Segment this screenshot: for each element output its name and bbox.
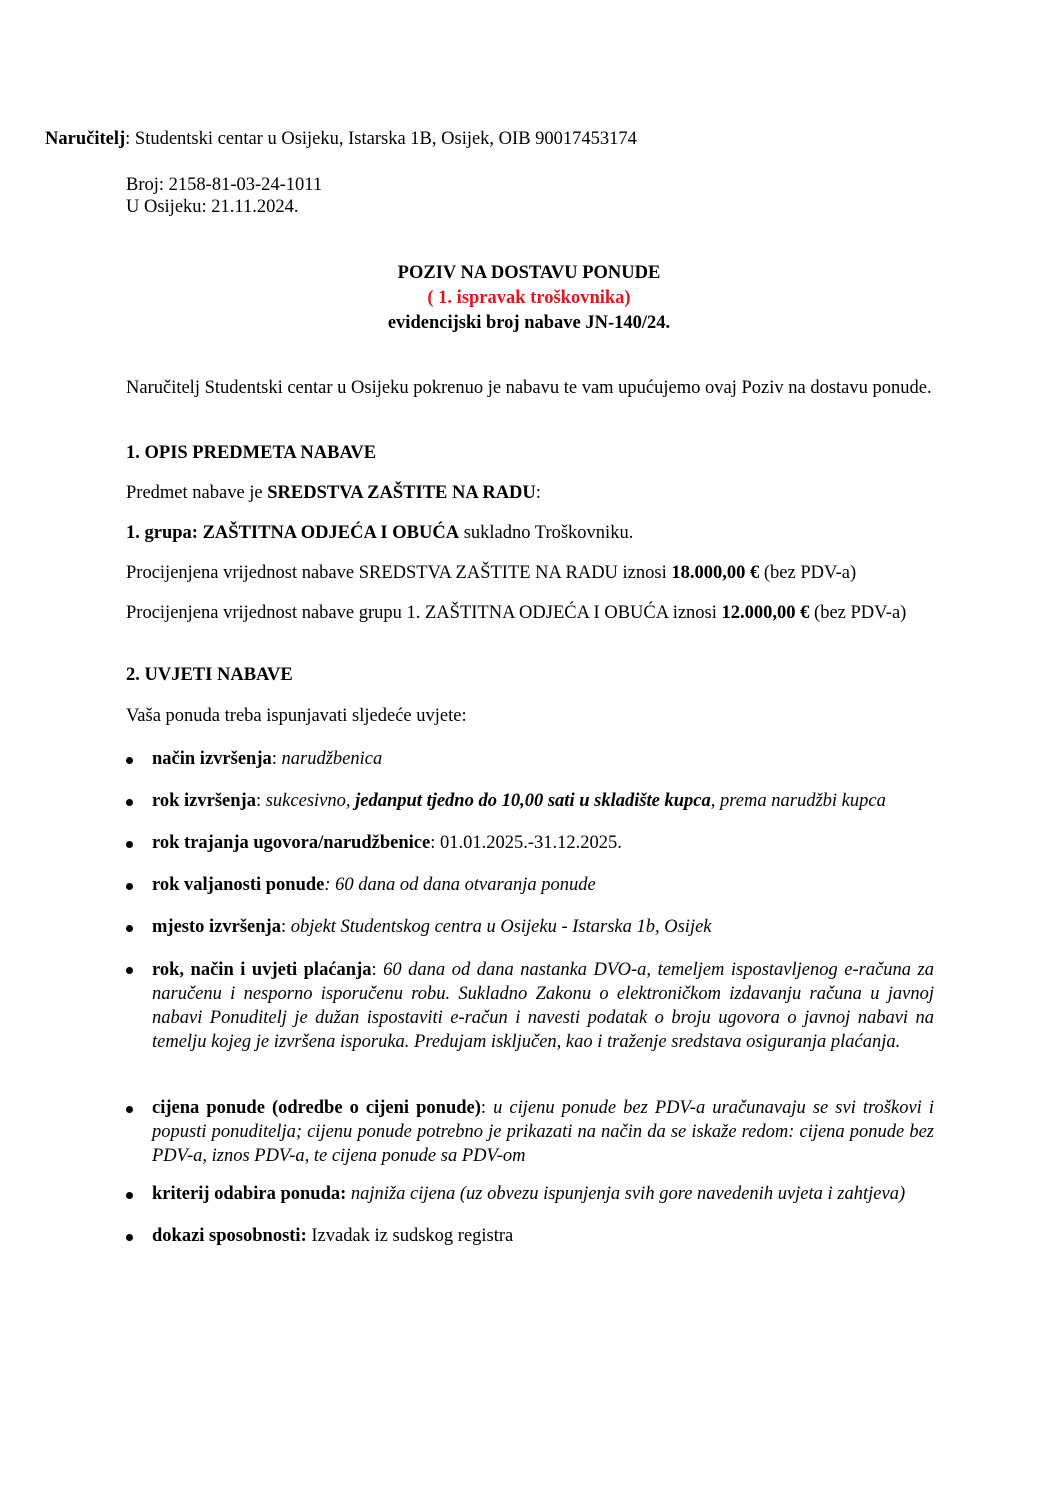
bullet-icon xyxy=(126,1234,133,1241)
document-correction-note: ( 1. ispravak troškovnika) xyxy=(427,288,631,308)
section-2-heading: 2. UVJETI NABAVE xyxy=(126,665,293,685)
bullet-icon xyxy=(126,757,133,764)
bullet-icon xyxy=(126,841,133,848)
bullet-icon xyxy=(126,1106,133,1113)
document-title: POZIV NA DOSTAVU PONUDE xyxy=(397,263,661,283)
list-item: mjesto izvršenja: objekt Studentskog centra u Osijeku - Istarska 1b, Osijek xyxy=(152,917,712,937)
section-1-heading: 1. OPIS PREDMETA NABAVE xyxy=(126,443,377,463)
procijenjena-vrijednost-ukupno: Procijenjena vrijednost nabave SREDSTVA ZAŠTITE NA RADU iznosi 18.000,00 € (bez PDV-a) xyxy=(126,563,857,583)
reference-number: Broj: 2158-81-03-24-1011 xyxy=(126,175,323,195)
list-item: način izvršenja: narudžbenica xyxy=(152,749,383,769)
grupa-1: 1. grupa: ZAŠTITNA ODJEĆA I OBUĆA sukladno Troškovniku. xyxy=(126,523,634,543)
bullet-icon xyxy=(126,967,133,974)
narucitelj-value: : Studentski centar u Osijeku, Istarska 1B, Osijek, OIB 90017453174 xyxy=(125,129,637,149)
bullet-icon xyxy=(126,799,133,806)
list-item: rok, način i uvjeti plaćanja: 60 dana od dana nastanka DVO-a, temeljem ispostavljenog e-računa za naručenu i nesporno isporučenu robu. Sukladno Zakonu o elektroničkom izdavanju računa u javnoj nabavi Ponuditelj je dužan ispostaviti e-račun i navesti podatak o broju ugovora o javnoj nabavi na temelju kojeg je izvršena isporuka. Predujam isključen, kao i traženje sredstava osiguranja plaćanja. xyxy=(152,960,934,1052)
list-item: dokazi sposobnosti: Izvadak iz sudskog registra xyxy=(152,1226,514,1246)
list-item: rok trajanja ugovora/narudžbenice: 01.01.2025.-31.12.2025. xyxy=(152,833,622,853)
narucitelj-line xyxy=(45,127,637,151)
bullet-icon xyxy=(126,1192,133,1199)
procurement-number: evidencijski broj nabave JN-140/24. xyxy=(387,313,671,333)
narucitelj-label: Naručitelj xyxy=(45,129,126,149)
list-item: rok valjanosti ponude: 60 dana od dana otvaranja ponude xyxy=(152,875,596,895)
list-item: cijena ponude (odredbe o cijeni ponude): u cijenu ponude bez PDV-a uračunavaju se svi troškovi i popusti ponuditelja; cijenu ponude potrebno je prikazati na način da se iskaže redom: cijena ponude bez PDV-a, iznos PDV-a, te cijena ponude sa PDV-om xyxy=(152,1098,935,1166)
predmet-nabave: Predmet nabave je SREDSTVA ZAŠTITE NA RADU: xyxy=(126,483,541,503)
intro-paragraph: Naručitelj Studentski centar u Osijeku pokrenuo je nabavu te vam upućujemo ovaj Poziv na dostavu ponude. xyxy=(126,378,932,398)
procijenjena-vrijednost-grupa: Procijenjena vrijednost nabave grupu 1. ZAŠTITNA ODJEĆA I OBUĆA iznosi 12.000,00 € (bez PDV-a) xyxy=(126,603,907,623)
list-item: rok izvršenja: sukcesivno, jedanput tjedno do 10,00 sati u skladište kupca, prema narudžbi kupca xyxy=(152,791,886,811)
bullet-icon xyxy=(126,883,133,890)
document-date: U Osijeku: 21.11.2024. xyxy=(126,197,299,217)
section-2-lead: Vaša ponuda treba ispunjavati sljedeće uvjete: xyxy=(126,706,467,726)
bullet-icon xyxy=(126,925,133,932)
list-item: kriterij odabira ponuda: najniža cijena (uz obvezu ispunjenja svih gore navedenih uvjeta i zahtjeva) xyxy=(152,1184,906,1204)
